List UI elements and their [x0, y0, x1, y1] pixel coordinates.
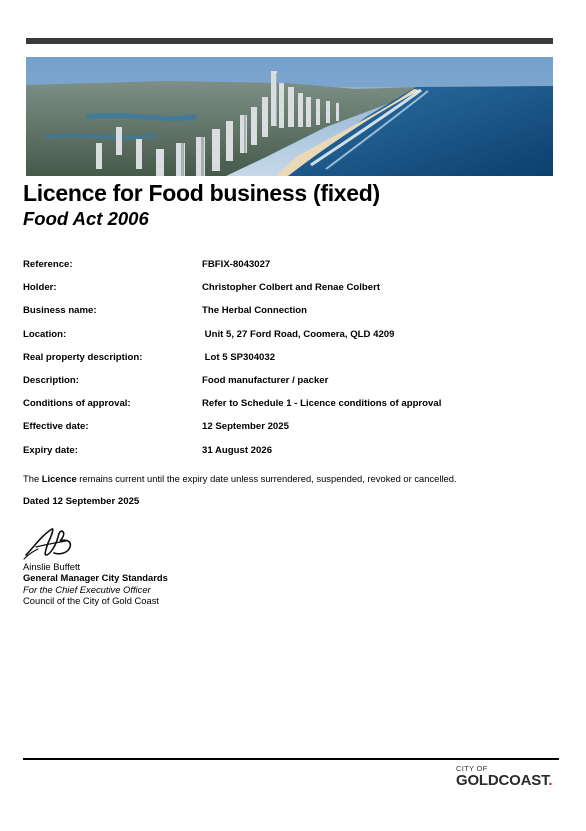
- gold-coast-skyline-photo-icon: [26, 57, 553, 176]
- field-effective-date: [23, 421, 543, 444]
- field-conditions: [23, 398, 543, 421]
- field-label: Real property description:: [23, 351, 143, 363]
- field-value: 12 September 2025: [202, 421, 289, 433]
- field-value: Lot 5 SP304032: [202, 351, 276, 363]
- field-business-name: [23, 305, 543, 328]
- field-real-property: [23, 352, 543, 375]
- field-holder: [23, 282, 543, 305]
- notice-rest: remains current until the expiry date unless surrendered, suspended, revoked or cancelled.: [76, 473, 457, 484]
- field-value: Food manufacturer / packer: [202, 374, 329, 386]
- field-value: The Herbal Connection: [202, 305, 308, 317]
- validity-notice: [23, 473, 457, 484]
- field-label: Expiry date:: [23, 444, 78, 456]
- field-value: 31 August 2026: [202, 444, 273, 456]
- field-value: Christopher Colbert and Renae Colbert: [202, 282, 381, 294]
- dated-line: Dated 12 September 2025: [23, 496, 140, 507]
- field-label: Description:: [23, 374, 79, 386]
- banner-image: [26, 57, 553, 176]
- field-label: Holder:: [23, 282, 57, 294]
- bottom-divider: [23, 758, 559, 760]
- notice-emphasis: Licence: [41, 473, 77, 484]
- field-label: Business name:: [23, 305, 97, 317]
- document-title: Licence for Food business (fixed): [23, 180, 380, 206]
- field-label: Effective date:: [23, 421, 89, 433]
- logo-small-text: CITY OF: [456, 764, 488, 773]
- handwritten-signature-icon: [22, 525, 80, 561]
- signatory-council: Council of the City of Gold Coast: [23, 595, 160, 607]
- licence-details: [23, 259, 543, 468]
- signatory-title: General Manager City Standards: [23, 572, 168, 584]
- logo-dot: .: [548, 772, 553, 789]
- field-value: Refer to Schedule 1 - Licence conditions of approval: [202, 398, 442, 410]
- signatory-on-behalf: For the Chief Executive Officer: [23, 583, 151, 595]
- city-of-gold-coast-logo: [456, 764, 552, 789]
- signatory-name: Ainslie Buffett: [23, 561, 81, 572]
- field-value: FBFIX-8043027: [202, 259, 271, 270]
- document-subtitle: Food Act 2006: [23, 208, 149, 229]
- top-divider: [26, 38, 553, 44]
- field-location: [23, 329, 543, 352]
- field-label: Location:: [23, 328, 67, 340]
- signatory-block: [23, 561, 168, 607]
- field-description: [23, 375, 543, 398]
- logo-wordmark: [456, 772, 552, 789]
- logo-wordmark-text: GOLDCOAST: [456, 772, 549, 789]
- field-expiry-date: [23, 445, 543, 468]
- field-reference: [23, 259, 543, 282]
- notice-prefix: The: [23, 473, 42, 484]
- field-value: Unit 5, 27 Ford Road, Coomera, QLD 4209: [202, 328, 395, 340]
- field-label: Conditions of approval:: [23, 398, 131, 410]
- field-label: Reference:: [23, 259, 73, 270]
